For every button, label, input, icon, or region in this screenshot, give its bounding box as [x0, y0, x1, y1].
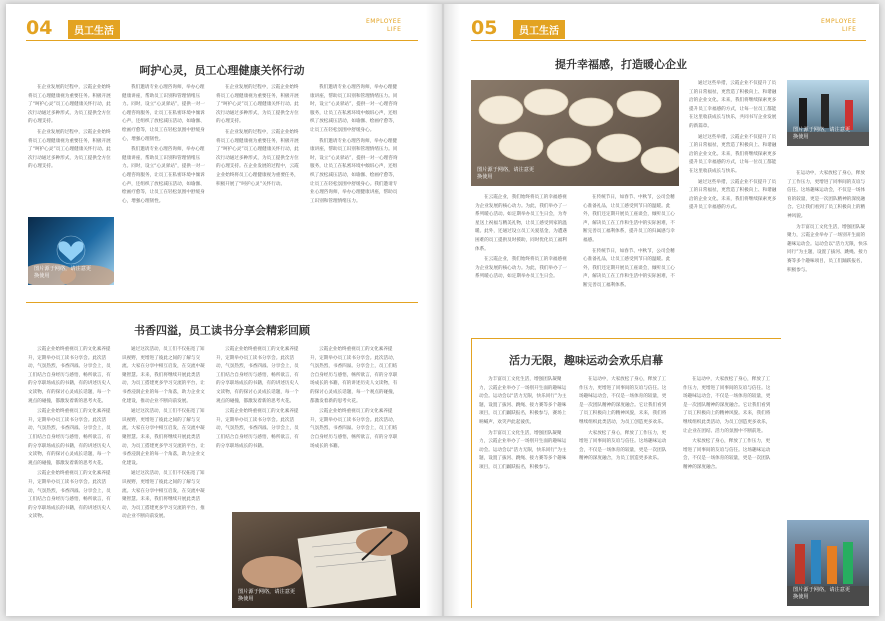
- paragraph: 我们邀请专业心理咨询师，举办心理健康讲座，帮助员工识别和管理情绪压力。同时，设立“心灵驿站”，提供一对一心理咨询服务，让员工在私密环境中倾诉心声，还组织了放松减压活动，如瑜伽、绘画疗愈等，让员工在轻松氛围中舒缓身心。: [310, 85, 398, 133]
- english-tag-line-1: EMPLOYEE: [366, 18, 402, 25]
- paragraph: 在运动中，大家放松了身心，释放了工作压力，更增进了同事间的友谊与信任。这场趣味运动会，不仅是一场体育的较量，更是一次团队精神的深度融合。它让我们看到了员工积极向上的精神风貌，未来，我们将继续组织此类活动，为员工创造更多欢乐。: [579, 377, 667, 425]
- article-title: 提升幸福感，打造暖心企业: [555, 58, 687, 71]
- paragraph: 大家放松了身心，释放了工作压力，更增进了同事间的友谊与信任。这场趣味运动会，不仅是一场体育的较量，更是一次团队精神的深度融合。: [683, 439, 771, 470]
- mental-health-photo: [28, 217, 114, 285]
- paragraph: 我们邀请专业心理咨询师，举办心理健康讲座，帮助员工识别和管理情绪压力。同时，设立“心灵驿站”，提供一对一心理咨询服务，让员工在私密环境中倾诉心声，还组织了放松减压活动，如瑜伽、绘画疗愈等，让员工在轻松氛围中舒缓身心。我们邀请专业心理咨询师，举办心理健康讲座，帮助员工识别和管理情绪压力。: [310, 138, 398, 204]
- paragraph: 在企业发展的过程中，云霞企业始终将员工心理健康视为重要任务，积极开展了“呵护心灵”员工心理健康关怀行动。此次行动通过多种形式，为员工提供全方位的心理支持。: [28, 129, 111, 170]
- paragraph: 云霞企业始终重视员工的文化素养提升，定期举办员工读书分享会。此次活动，气氛热烈，书香四溢。分享会上，员工们结合自身经历与感悟，畅所欲言，有的分享职场成长的书籍，有的讲述历史人文读物。: [28, 471, 111, 520]
- paragraph: 云霞企业始终重视员工的文化素养提升，定期举办员工读书分享会。此次活动，气氛热烈，书香四溢。分享会上，员工们结合自身经历与感悟，畅所欲言，有的分享职场成长的书籍，有的讲述历史人文读物，有的探讨心灵成长话题，每一个观点的碰撞，都激发着新的思考火花。: [28, 409, 111, 466]
- paragraph: 在云霞企业，我们始终将员工的幸福感视为企业发展的核心动力。为此，我们举办了一系列暖心活动。如定期举办员工生日会，为寿星送上祝福与精美礼物，让员工感受到家的温暖。此外，还通过设立员工关爱基金，为遭遇困难的员工提供及时援助，同时优化员工福利体系。: [475, 195, 567, 252]
- english-tag: [366, 18, 401, 34]
- paragraph: 在企业发展的过程中，云霞企业始终将员工心理健康视为重要任务，积极开展了“呵护心灵”员工心理健康关怀行动，此次行动通过多种形式，为员工提供全方位的心理支持。在企业发展的过程中，云霞企业始终将员工心理健康视为重要任务，积极开展了“呵护心灵”关怀行动。: [216, 129, 299, 187]
- reading-photo: [232, 512, 420, 608]
- paragraph: 为丰富员工文化生活，增强团队凝聚力，云霞企业举办了一场别开生面的趣味运动会。运动会以“活力无限，快乐同行”为主题，设置了拔河、跳绳、接力赛等多个趣味项目，员工们踊跃报名，积极参与，赛场上呐喊声、欢笑声此起彼伏。: [479, 377, 567, 425]
- section-tag: 员工生活: [513, 20, 565, 39]
- page-number: 04: [26, 17, 53, 39]
- runners-photo: [787, 80, 869, 146]
- paragraph: 大家放松了身心，释放了工作压力，更增进了同事间的友谊与信任。这场趣味运动会，不仅是一场体育的较量，更是一次团队精神的深度融合，为员工创造更多欢乐。: [579, 430, 667, 462]
- article-column: [216, 346, 302, 496]
- article-column: [28, 346, 114, 601]
- paragraph: 为丰富员工文化生活，增强团队凝聚力，云霞企业举办了一场别开生面的趣味运动会。运动会以“活力无限，快乐同行”为主题，设置了拔河、跳绳、接力赛等多个趣味项目，员工们踊跃报名，积极参与。: [787, 224, 868, 273]
- paragraph: 在运动中，大家放松了身心，释放了工作压力，更增进了同事间的友谊与信任。这场趣味运动会，不仅是一场体育的较量，更是一次团队精神的深度融合。它让我们看到了员工积极向上的精神风貌。: [787, 171, 866, 219]
- article-column: [683, 376, 773, 608]
- header-rule: [26, 40, 418, 41]
- dumplings-photo: [471, 80, 679, 186]
- paragraph: 我们邀请专业心理咨询师，举办心理健康讲座，帮助员工识别和管理情绪压力。同时，设立“心灵驿站”，提供一对一心理咨询服务，让员工在私密环境中倾诉心声，还组织了放松减压活动，如瑜伽、绘画疗愈等，让员工在轻松氛围中舒缓身心，增强心理韧性。: [122, 85, 205, 142]
- article-column: [479, 376, 569, 608]
- paragraph: 通过这些举措，云霞企业不仅提升了员工的日常福祉，更营造了积极向上、和谐融洽的企业文化。未来，我们将继续探索更多提升员工幸福感的方式，让每一位员工都能在这里收获成长与快乐。: [689, 134, 777, 174]
- paragraph: 为丰富员工文化生活，增强团队凝聚力，云霞企业举办了一场别开生面的趣味运动会。运动会以“活力无限，快乐同行”为主题，设置了拔河、跳绳、接力赛等多个趣味项目，员工们踊跃报名，积极参与。: [479, 430, 567, 470]
- paragraph: 通过这些举措，云霞企业不仅提升了员工的日常福祉，更营造了积极向上、和谐融洽的企业文化。未来，我们将继续探索更多提升员工幸福感的方式。: [689, 179, 777, 211]
- article-column: [122, 346, 208, 601]
- article-title: 书香四溢，员工读书分享会精彩回顾: [134, 324, 310, 337]
- paragraph: 通过这次活动，员工们不仅拓宽了知识视野，更增进了彼此之间的了解与交流。大家在分享中相互启发，在交流中凝聚智慧。未来，我们将继续开展此类活动，为员工搭建更多学习交流的平台，让书香浸润企业的每一个角落，助力企业文化建设。: [122, 409, 205, 466]
- photo-caption: 图片源于网络，请注意更换使用: [34, 266, 92, 279]
- article-column: [579, 376, 669, 608]
- magazine-spread: [6, 4, 879, 616]
- photo-caption: 图片源于网络，请注意更换使用: [238, 589, 296, 602]
- paragraph: 在企业发展的过程中，云霞企业始终将员工心理健康视为重要任务，积极开展了“呵护心灵”员工心理健康关怀行动。此次行动通过多种形式，为员工提供全方位的心理支持。: [216, 85, 299, 125]
- paragraph: 我们邀请专业心理咨询师，举办心理健康讲座，帮助员工识别和管理情绪压力。同时，设立“心灵驿站”，提供一对一心理咨询服务，让员工在私密环境中倾诉心声，还组织了放松减压活动，如瑜伽、绘画疗愈等，让员工在轻松氛围中舒缓身心，增强心理韧性。: [122, 147, 205, 204]
- paragraph: 在传统节日，如春节、中秋节，公司会精心准备礼品，让员工感受到节日的温暖。此外，我们还定期开展员工座谈会，倾听员工心声，解决员工在工作和生活中的实际困难，不断完善员工福利体系，提升员工的归属感与幸福感。: [583, 195, 675, 243]
- paragraph: 通过这次活动，员工们不仅拓宽了知识视野，更增进了彼此之间的了解与交流。大家在分享中相互启发，在交流中凝聚智慧。未来，我们将继续开展此类活动，为员工搭建更多学习交流的平台，让书香浸润企业的每一个角落，助力企业文化建设，推动企业不断向前发展。: [122, 347, 205, 404]
- box-top-rule: [471, 338, 781, 339]
- article-column: [310, 346, 400, 496]
- photo-caption: 图片源于网络，请注意更换使用: [793, 127, 851, 140]
- marathon-photo: [787, 520, 869, 606]
- article-column: [475, 194, 571, 334]
- article-column: [583, 194, 679, 334]
- article-title: 呵护心灵，员工心理健康关怀行动: [139, 64, 305, 77]
- photo-caption: 图片源于网络，请注意更换使用: [477, 167, 535, 180]
- header-rule: [471, 40, 866, 41]
- english-tag-line-2: LIFE: [387, 26, 402, 33]
- photo-caption: 图片源于网络，请注意更换使用: [793, 587, 851, 600]
- article-column: [310, 84, 400, 294]
- paragraph: 在传统节日，如春节、中秋节，公司会精心准备礼品，让员工感受到节日的温暖。此外，我们还定期开展员工座谈会，倾听员工心声，解决员工在工作和生活中的实际困难，不断完善员工福利体系。: [583, 248, 675, 288]
- article-column: [216, 84, 302, 294]
- paragraph: 云霞企业始终重视员工的文化素养提升，定期举办员工读书分享会。此次活动，气氛热烈，书香四溢。分享会上，员工们结合自身经历与感悟，畅所欲言，有的分享职场成长的书籍，有的讲述历史人文读物，有的探讨心灵成长话题，每一个观点的碰撞，都激发着新的思考火花。: [310, 347, 398, 404]
- paragraph: 在云霞企业，我们始终将员工的幸福感视为企业发展的核心动力。为此，我们举办了一系列暖心活动，如定期举办员工生日会。: [475, 257, 567, 280]
- left-page: [6, 4, 442, 616]
- article-column: [28, 84, 114, 209]
- box-left-rule: [471, 338, 472, 608]
- paragraph: 云霞企业始终重视员工的文化素养提升，定期举办员工读书分享会。此次活动，气氛热烈，书香四溢。分享会上，员工们结合自身经历与感悟，畅所欲言，有的分享职场成长的书籍。: [216, 409, 299, 449]
- article-column: [122, 84, 208, 294]
- article-column: [689, 80, 777, 332]
- article-title: 活力无限，趣味运动会欢乐启幕: [509, 354, 663, 367]
- paragraph: 云霞企业始终重视员工的文化素养提升，定期举办员工读书分享会。此次活动，气氛热烈，书香四溢。分享会上，员工们结合自身经历与感悟，畅所欲言，有的分享职场成长的书籍，有的讲述历史人文读物，有的探讨心灵成长话题，每一个观点的碰撞，都激发着新的思考火花。: [216, 347, 299, 404]
- section-divider: [26, 302, 418, 303]
- paragraph: 在运动中，大家放松了身心，释放了工作压力，更增进了同事间的友谊与信任。这场趣味运动会，不仅是一场体育的较量，更是一次团队精神的深度融合。它让我们看到了员工积极向上的精神风貌。未来，我们将继续组织此类活动，为员工创造更多欢乐，让企业在团结、活力的氛围中不断前进。: [683, 377, 771, 434]
- paragraph: 云霞企业始终重视员工的文化素养提升，定期举办员工读书分享会。此次活动，气氛热烈，书香四溢。分享会上，员工们结合自身经历与感悟，畅所欲言，有的分享职场成长的书籍，有的讲述历史人文读物，有的探讨心灵成长话题，每一个观点的碰撞，都激发着新的思考火花。: [28, 347, 111, 404]
- english-tag-line-2: LIFE: [842, 26, 857, 33]
- paragraph: 云霞企业始终重视员工的文化素养提升，定期举办员工读书分享会。此次活动，气氛热烈，书香四溢。分享会上，员工们结合自身经历与感悟，畅所欲言，有的分享职场成长的书籍。: [310, 409, 398, 449]
- article-column: [787, 170, 869, 515]
- right-page: [443, 4, 879, 616]
- section-tag: 员工生活: [68, 20, 120, 39]
- english-tag-line-1: EMPLOYEE: [821, 18, 857, 25]
- page-number: 05: [471, 17, 498, 39]
- english-tag: [821, 18, 856, 34]
- paragraph: 通过这次活动，员工们不仅拓宽了知识视野，更增进了彼此之间的了解与交流。大家在分享中相互启发，在交流中凝聚智慧。未来，我们将继续开展此类活动，为员工搭建更多学习交流的平台，推动企业不断向前发展。: [122, 471, 205, 520]
- paragraph: 通过这些举措，云霞企业不仅提升了员工的日常福祉，更营造了积极向上、和谐融洽的企业文化。未来，我们将继续探索更多提升员工幸福感的方式，让每一位员工都能在这里收获成长与快乐，共同书写企业发展的新篇章。: [689, 81, 777, 129]
- paragraph: 在企业发展的过程中，云霞企业始终将员工心理健康视为重要任务。积极开展了“呵护心灵”员工心理健康关怀行动，此次行动通过多种形式，为员工提供全方位的心理支持。: [28, 85, 111, 125]
